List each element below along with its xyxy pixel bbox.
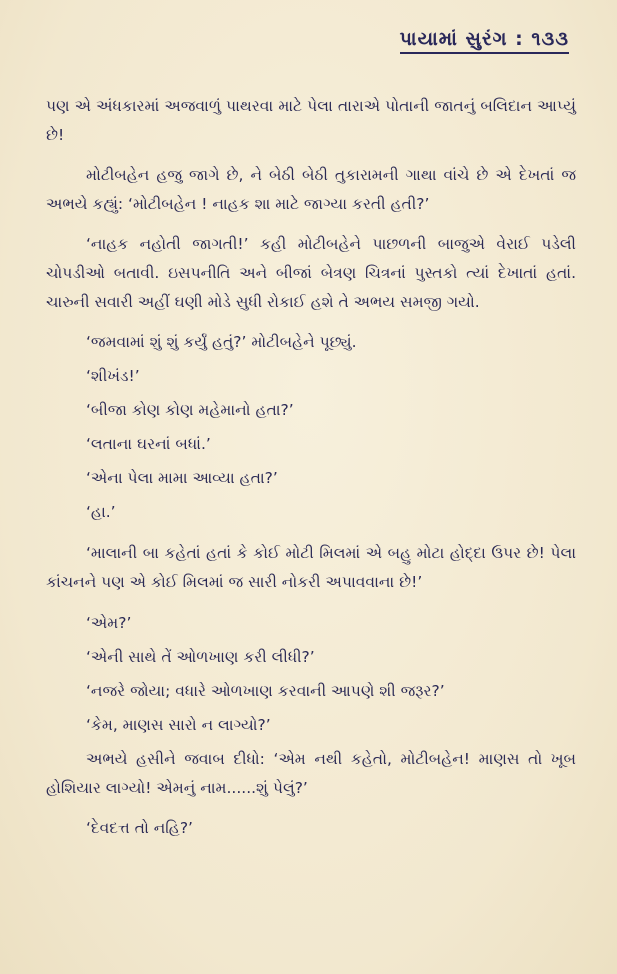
dialogue-line: ‘જમવામાં શું શું કર્યું હતું?’ મોટીબહેને પૂછ્યું. <box>86 333 357 351</box>
paragraph: મોટીબહેન હજુ જાગે છે, ને બેઠી બેઠી તુકારામની ગાથા વાંચે છે એ દેખતાં જ અભયે કહ્યું: ‘મોટીબહેન ! નાહક શા માટે જાગ્યા કરતી હતી?’ <box>46 166 576 213</box>
paragraph: અભયે હસીને જવાબ દીધો: ‘એમ નથી કહેતો, મોટીબહેન! માણસ તો ખૂબ હોશિયાર લાગ્યો! એમનું નામ......શું પેલું?’ <box>46 750 576 797</box>
dialogue-line: ‘બીજા કોણ કોણ મહેમાનો હતા?’ <box>86 401 294 419</box>
dialogue-line: ‘એમ?’ <box>86 614 132 632</box>
paragraph: પણ એ અંધકારમાં અજવાળું પાથરવા માટે પેલા તારાએ પોતાની જાતનું બલિદાન આપ્યું છે! <box>46 97 576 144</box>
dialogue-line: ‘શીખંડ!’ <box>86 367 140 385</box>
dialogue-line: ‘એના પેલા મામા આવ્યા હતા?’ <box>86 469 278 487</box>
dialogue-line: ‘દેવદત્ત તો નહિ?’ <box>86 819 193 837</box>
page-body <box>46 92 576 848</box>
running-header: પાયામાં સુરંગ : ૧૩૩ <box>400 28 569 54</box>
dialogue-line: ‘લતાના ઘરનાં બધાં.’ <box>86 435 211 453</box>
dialogue-line: ‘એની સાથે તેં ઓળખાણ કરી લીધી?’ <box>86 648 315 666</box>
paragraph: ‘માલાની બા કહેતાં હતાં કે કોઈ મોટી મિલમાં એ બહુ મોટા હોદ્દા ઉપર છે! પેલા કાંચનને પણ એ કોઈ મિલમાં જ સારી નોકરી અપાવવાના છે!’ <box>46 544 576 591</box>
dialogue-line: ‘હા.’ <box>86 503 116 521</box>
paragraph: ‘નાહક નહોતી જાગતી!’ કહી મોટીબહેને પાછળની બાજુએ વેરાઈ પડેલી ચોપડીઓ બતાવી. ઇસપનીતિ અને બીજાં બેત્રણ ચિત્રનાં પુસ્તકો ત્યાં દેખાતાં હતાં. ચારુની સવારી અહીં ઘણી મોડે સુધી રોકાઈ હશે તે અભય સમજી ગયો. <box>46 235 576 311</box>
dialogue-line: ‘કેમ, માણસ સારો ન લાગ્યો?’ <box>86 716 271 734</box>
dialogue-line: ‘નજરે જોયા; વધારે ઓળખાણ કરવાની આપણે શી જરૂર?’ <box>86 682 445 700</box>
